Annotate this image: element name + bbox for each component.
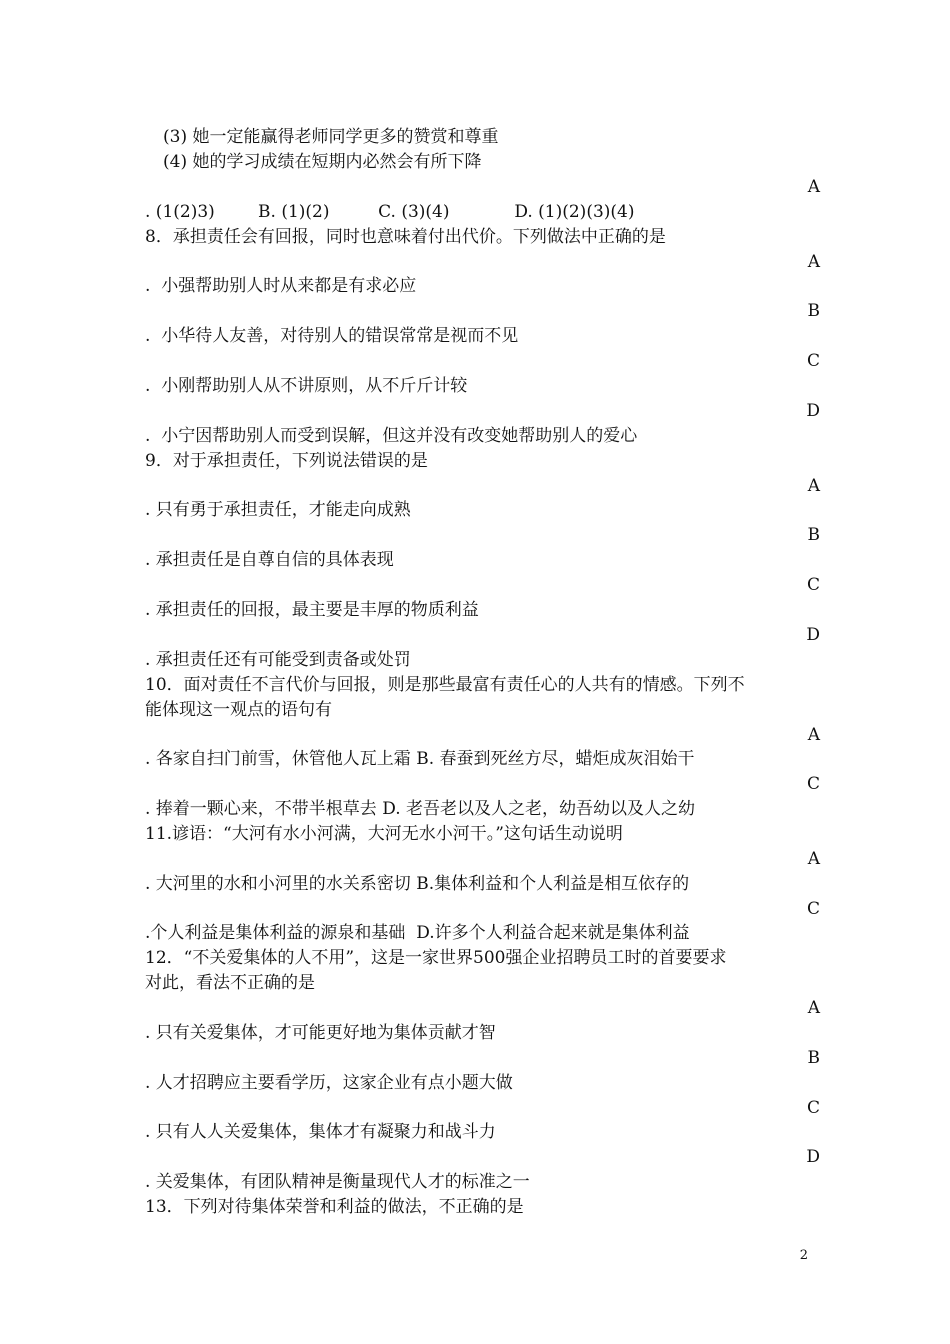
option-letter-marker: C bbox=[806, 575, 820, 595]
option-line: . 关爱集体，有团队精神是衡量现代人才的标准之一 bbox=[145, 1172, 530, 1192]
option-letter-marker: A bbox=[807, 476, 820, 496]
question-10-cont: 能体现这一观点的语句有 bbox=[145, 700, 332, 720]
option-line: . 承担责任还有可能受到责备或处罚 bbox=[145, 650, 411, 670]
option-letter-marker: A bbox=[807, 725, 820, 745]
option-line: . 大河里的水和小河里的水关系密切 B.集体利益和个人利益是相互依存的 bbox=[145, 874, 690, 894]
option-letter-marker: B bbox=[807, 301, 820, 321]
question-12: 12．“不关爱集体的人不用”，这是一家世界500强企业招聘员工时的首要要求 bbox=[145, 948, 727, 968]
option-letter-marker: C bbox=[806, 899, 820, 919]
option-letter-marker: A bbox=[807, 849, 820, 869]
option-letter-marker: A bbox=[807, 998, 820, 1018]
option-line: (4) 她的学习成绩在短期内必然会有所下降 bbox=[163, 152, 482, 172]
option-line: . 只有人人关爱集体，集体才有凝聚力和战斗力 bbox=[145, 1122, 496, 1142]
option-letter-marker: C bbox=[806, 351, 820, 371]
question-11: 11.谚语：“大河有水小河满，大河无水小河干。”这句话生动说明 bbox=[145, 824, 623, 844]
option-letter-marker: B bbox=[807, 525, 820, 545]
option-line: (3) 她一定能赢得老师同学更多的赞赏和尊重 bbox=[163, 127, 499, 147]
option-letter-marker: C bbox=[806, 1098, 820, 1118]
question-12-cont: 对此，看法不正确的是 bbox=[145, 973, 315, 993]
option-letter-marker: D bbox=[806, 401, 820, 421]
option-line: . 各家自扫门前雪，休管他人瓦上霜 B. 春蚕到死丝方尽，蜡炬成灰泪始干 bbox=[145, 749, 695, 769]
option-letter-marker: D bbox=[806, 1147, 820, 1167]
question-10: 10．面对责任不言代价与回报，则是那些最富有责任心的人共有的情感。下列不 bbox=[145, 675, 745, 695]
option-letter-marker: C bbox=[806, 774, 820, 794]
option-line: .个人利益是集体利益的源泉和基础 D.许多个人利益合起来就是集体利益 bbox=[145, 923, 690, 943]
option-line: . 小华待人友善，对待别人的错误常常是视而不见 bbox=[145, 326, 519, 346]
option-line: . 只有勇于承担责任，才能走向成熟 bbox=[145, 500, 411, 520]
option-line: . 承担责任的回报，最主要是丰厚的物质利益 bbox=[145, 600, 479, 620]
answer-choices-line: . (1(2)3) B. (1)(2) C. (3)(4) D. (1)(2)(3)(4) bbox=[145, 202, 635, 222]
option-letter-marker: D bbox=[806, 625, 820, 645]
option-line: . 承担责任是自尊自信的具体表现 bbox=[145, 550, 394, 570]
option-letter-marker: A bbox=[807, 177, 820, 197]
question-8: 8．承担责任会有回报，同时也意味着付出代价。下列做法中正确的是 bbox=[145, 227, 666, 247]
question-13: 13．下列对待集体荣誉和利益的做法，不正确的是 bbox=[145, 1197, 524, 1217]
option-line: . 人才招聘应主要看学历，这家企业有点小题大做 bbox=[145, 1073, 513, 1093]
option-line: . 捧着一颗心来，不带半根草去 D. 老吾老以及人之老，幼吾幼以及人之幼 bbox=[145, 799, 696, 819]
option-line: . 小宁因帮助别人而受到误解，但这并没有改变她帮助别人的爱心 bbox=[145, 426, 638, 446]
page-number: 2 bbox=[799, 1248, 808, 1263]
option-letter-marker: B bbox=[807, 1048, 820, 1068]
option-letter-marker: A bbox=[807, 252, 820, 272]
option-line: . 小刚帮助别人从不讲原则，从不斤斤计较 bbox=[145, 376, 468, 396]
option-line: . 小强帮助别人时从来都是有求必应 bbox=[145, 276, 417, 296]
option-line: . 只有关爱集体，才可能更好地为集体贡献才智 bbox=[145, 1023, 496, 1043]
question-9: 9．对于承担责任，下列说法错误的是 bbox=[145, 451, 428, 471]
